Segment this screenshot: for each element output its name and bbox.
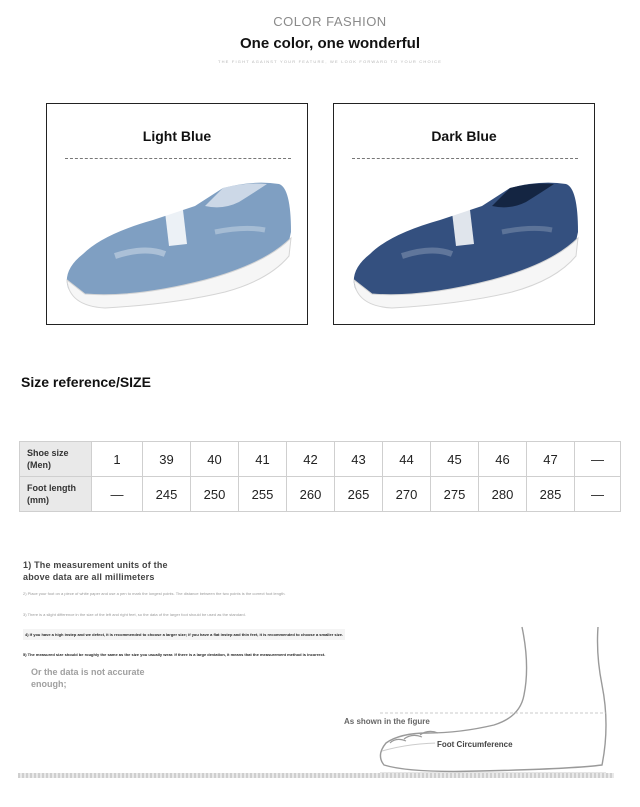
page-headline: One color, one wonderful [239, 35, 420, 52]
size-cell: 260 [287, 477, 335, 512]
size-cell: 280 [479, 477, 527, 512]
size-cell: 1 [92, 442, 143, 477]
note-units: 1) The measurement units of the above data are all millimeters [23, 560, 168, 582]
size-section-heading: Size reference/SIZE [21, 374, 151, 390]
note-left-right: 3) There is a slight difference in the size of the left and right feet, so the data of the larger foot should be used as the standard. [23, 612, 246, 617]
bottom-divider [18, 773, 614, 778]
card-divider [65, 158, 291, 159]
row-label: Foot length (mm) [20, 477, 92, 512]
size-cell: — [575, 477, 621, 512]
note-warning: Or the data is not accurate enough; [31, 667, 145, 689]
size-cell: 47 [527, 442, 575, 477]
size-cell: 270 [383, 477, 431, 512]
size-cell: 245 [143, 477, 191, 512]
size-cell: — [92, 477, 143, 512]
size-row [20, 442, 621, 477]
size-cell: 39 [143, 442, 191, 477]
foot-outline [380, 627, 606, 771]
size-cell: 275 [431, 477, 479, 512]
color-card-dark-blue[interactable] [333, 103, 595, 325]
size-cell: 42 [287, 442, 335, 477]
color-name: Light Blue [142, 128, 212, 144]
card-divider [352, 158, 578, 159]
size-cell: 44 [383, 442, 431, 477]
size-cell: 255 [239, 477, 287, 512]
shoe-image-dark-blue [342, 176, 582, 316]
note-instep: 4) If you have a high instep and we defect, it is recommended to choose a larger size; if you have a flat instep and thin feet, it is recommended to choose a smaller size. [23, 629, 345, 640]
size-cell: 46 [479, 442, 527, 477]
color-name: Dark Blue [431, 128, 497, 144]
note-deviation: 5) The measured size should be roughly the same as the size you usually wear. If there is a large deviation, it means that the measurement method is incorrect. [23, 652, 326, 657]
color-card-light-blue[interactable] [46, 103, 308, 325]
size-cell: 250 [191, 477, 239, 512]
row-label: Shoe size (Men) [20, 442, 92, 477]
note-measure-method: 2) Place your foot on a piece of white paper and use a pen to mark the longest points. The distance between the two points is the correct foot length. [23, 591, 286, 596]
size-cell: 265 [335, 477, 383, 512]
size-table [19, 441, 621, 512]
kicker-text: COLOR FASHION [273, 14, 387, 29]
size-cell: 285 [527, 477, 575, 512]
size-row [20, 477, 621, 512]
shoe-image-light-blue [55, 176, 295, 316]
foot-circumference-label: Foot Circumference [437, 740, 513, 749]
size-cell: 45 [431, 442, 479, 477]
size-cell: 41 [239, 442, 287, 477]
foot-diagram [370, 625, 620, 775]
tagline-text: THE FIGHT AGAINST YOUR FEATURE, WE LOOK FORWARD TO YOUR CHOICE [217, 59, 443, 64]
size-cell: 40 [191, 442, 239, 477]
size-cell: 43 [335, 442, 383, 477]
figure-caption: As shown in the figure [344, 717, 430, 726]
size-cell: — [575, 442, 621, 477]
